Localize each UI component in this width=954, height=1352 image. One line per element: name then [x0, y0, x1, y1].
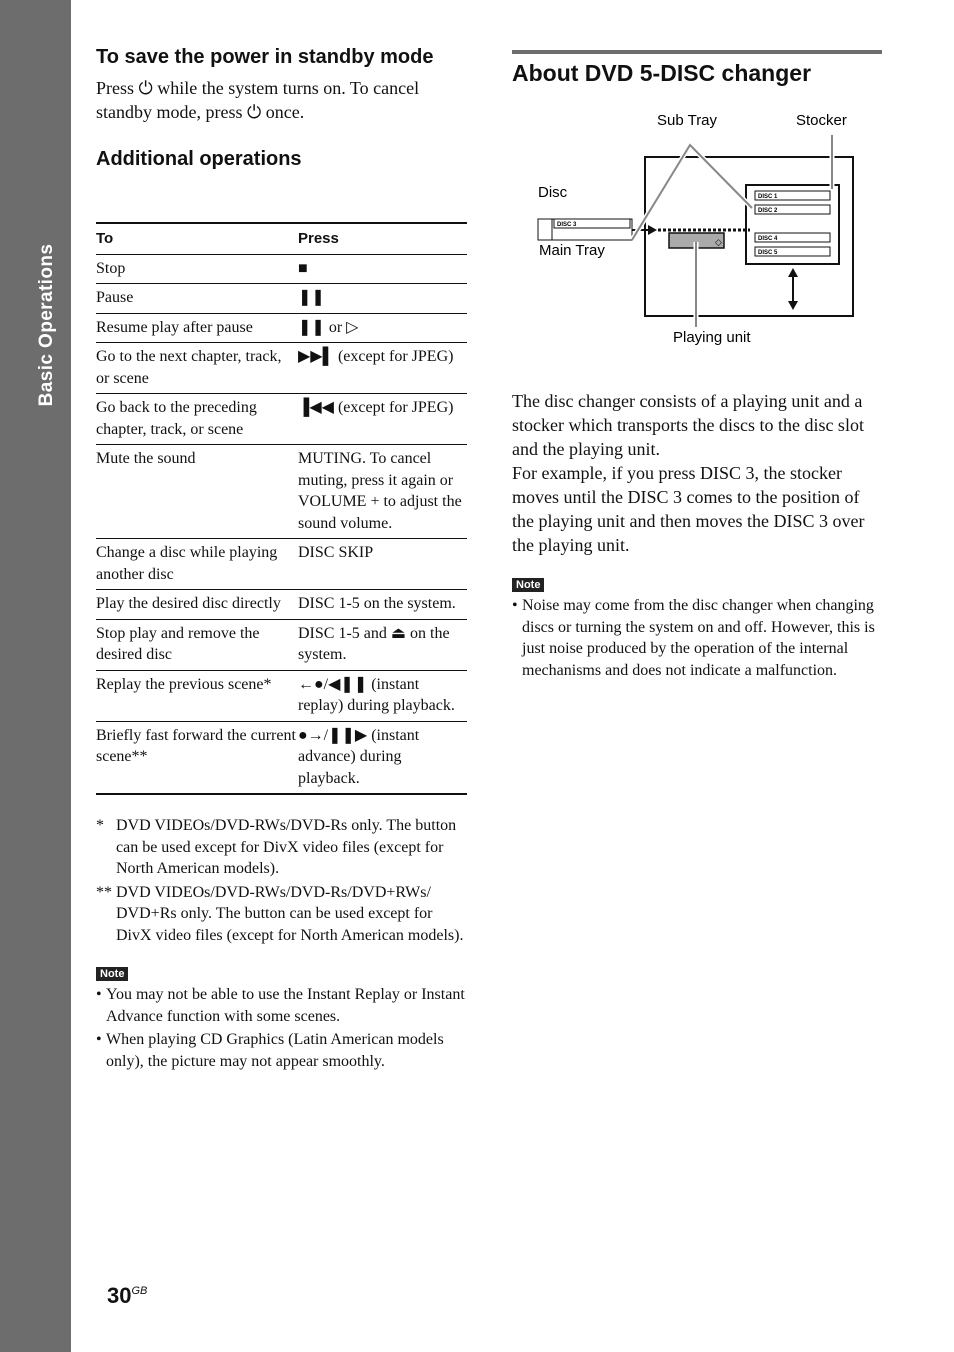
cell-to: Stop play and remove the desired disc — [96, 619, 298, 670]
sidebar-label: Basic Operations — [36, 243, 57, 407]
transfer-arrow-head — [648, 225, 657, 235]
standby-title: To save the power in standby mode — [96, 46, 434, 68]
changer-para-2: For example, if you press DISC 3, the stocker moves until the DISC 3 comes to the position of the playing unit and then moves the DISC 3 over the playing unit. — [512, 463, 865, 555]
table-row — [96, 619, 467, 670]
label-main-tray: Main Tray — [539, 242, 605, 259]
disc-label: DISC 3 — [557, 222, 577, 228]
table-row — [96, 670, 467, 721]
tray-front — [538, 219, 552, 240]
footnote — [96, 815, 468, 880]
standby-text: Press ⏻ while the system turns on. To cancel standby mode, press ⏻ once. — [96, 78, 420, 122]
sub-tray-leader-halo — [632, 145, 752, 240]
table-row — [96, 445, 467, 539]
table-row — [96, 284, 467, 314]
label-sub-tray: Sub Tray — [657, 112, 718, 129]
additional-title: Additional operations — [96, 148, 302, 170]
cell-to: Mute the sound — [96, 445, 298, 539]
page-number — [107, 1283, 147, 1309]
table-row — [96, 539, 467, 590]
cell-to: Go to the next chapter, track, or scene — [96, 343, 298, 394]
note-item-text: You may not be able to use the Instant Replay or Instant Advance function with some scenes. — [106, 986, 465, 1025]
cell-to: Go back to the preceding chapter, track, or scene — [96, 394, 298, 445]
col-header-press: Press — [298, 223, 467, 254]
label-stocker: Stocker — [796, 112, 847, 129]
cell-to: Play the desired disc directly — [96, 590, 298, 620]
table-row — [96, 394, 467, 445]
cell-to: Stop — [96, 254, 298, 284]
table-row — [96, 721, 467, 794]
disc-label: DISC 5 — [758, 250, 778, 256]
arrow-up-head — [788, 268, 798, 277]
disc-label: DISC 4 — [758, 236, 778, 242]
footnote-text: DVD VIDEOs/DVD-RWs/DVD-Rs/DVD+RWs/ DVD+Rs only. The button can be used except for DivX video files (except for North American models). — [116, 883, 464, 944]
right-note — [512, 575, 882, 681]
table-row — [96, 590, 467, 620]
note-item-text: When playing CD Graphics (Latin American models only), the picture may not appear smoothly. — [106, 1031, 444, 1070]
table-row — [96, 343, 467, 394]
note-badge: Note — [96, 967, 128, 981]
cell-press: MUTING. To cancel muting, press it again or VOLUME + to adjust the sound volume. — [298, 445, 467, 539]
footnote-mark: * — [96, 817, 104, 834]
left-note — [96, 964, 468, 1072]
disc-label: DISC 2 — [758, 208, 778, 214]
operations-table — [96, 222, 467, 795]
note-item: • Noise may come from the disc changer when changing discs or turning the system on and off. However, this is just noise produced by the operation of the internal mechanisms and does not indicate a malfunction. — [512, 595, 882, 681]
footnotes — [96, 815, 468, 946]
cell-press: ❚❚ or ▷ — [298, 313, 467, 343]
disc-changer-diagram — [512, 105, 882, 365]
label-playing-unit: Playing unit — [673, 329, 751, 346]
playing-unit-mark: ◇ — [715, 237, 722, 247]
cell-press: ■ — [298, 254, 467, 284]
note-item: • When playing CD Graphics (Latin American models only), the picture may not appear smoothly. — [96, 1029, 468, 1072]
cell-to: Replay the previous scene* — [96, 670, 298, 721]
changer-title: About DVD 5-DISC changer — [512, 60, 812, 86]
table-header-row — [96, 223, 467, 254]
cell-to: Resume play after pause — [96, 313, 298, 343]
arrow-down-head — [788, 301, 798, 310]
changer-para-1: The disc changer consists of a playing unit and a stocker which transports the discs to the disc slot and the playing unit. — [512, 391, 864, 459]
footnote-text: DVD VIDEOs/DVD-RWs/DVD-Rs only. The button can be used except for DivX video files (except for North American models). — [116, 817, 457, 877]
page-number-suffix: GB — [131, 1285, 148, 1297]
cell-press: ▶▶▌ (except for JPEG) — [298, 343, 467, 394]
cell-press: ❚❚ — [298, 284, 467, 314]
cell-to: Briefly fast forward the current scene** — [96, 721, 298, 794]
cell-press: ←●/◀❚❚ (instant replay) during playback. — [298, 670, 467, 721]
left-column — [96, 44, 468, 1072]
table-row — [96, 254, 467, 284]
footnote-mark: ** — [96, 883, 112, 901]
col-header-to: To — [96, 223, 298, 254]
cell-to: Pause — [96, 284, 298, 314]
right-column — [512, 50, 882, 681]
cell-press: DISC 1-5 on the system. — [298, 590, 467, 620]
cell-press: DISC SKIP — [298, 539, 467, 590]
cell-press: DISC 1-5 and ⏏ on the system. — [298, 619, 467, 670]
section-rule — [512, 50, 882, 54]
cell-to: Change a disc while playing another disc — [96, 539, 298, 590]
page-number-value: 30 — [107, 1283, 132, 1308]
disc-label: DISC 1 — [758, 194, 778, 200]
table-row — [96, 313, 467, 343]
sidebar — [0, 0, 71, 1352]
note-item-text: Noise may come from the disc changer when changing discs or turning the system on and off. However, this is just noise produced by the operation of the internal mechanisms and does not indicate a malfunction. — [522, 597, 875, 679]
footnote — [96, 882, 468, 947]
note-item: • You may not be able to use the Instant Replay or Instant Advance function with some scenes. — [96, 984, 468, 1027]
label-disc: Disc — [538, 184, 568, 201]
cell-press: ▐◀◀ (except for JPEG) — [298, 394, 467, 445]
note-badge: Note — [512, 578, 544, 592]
cell-press: ●→/❚❚▶ (instant advance) during playback. — [298, 721, 467, 794]
